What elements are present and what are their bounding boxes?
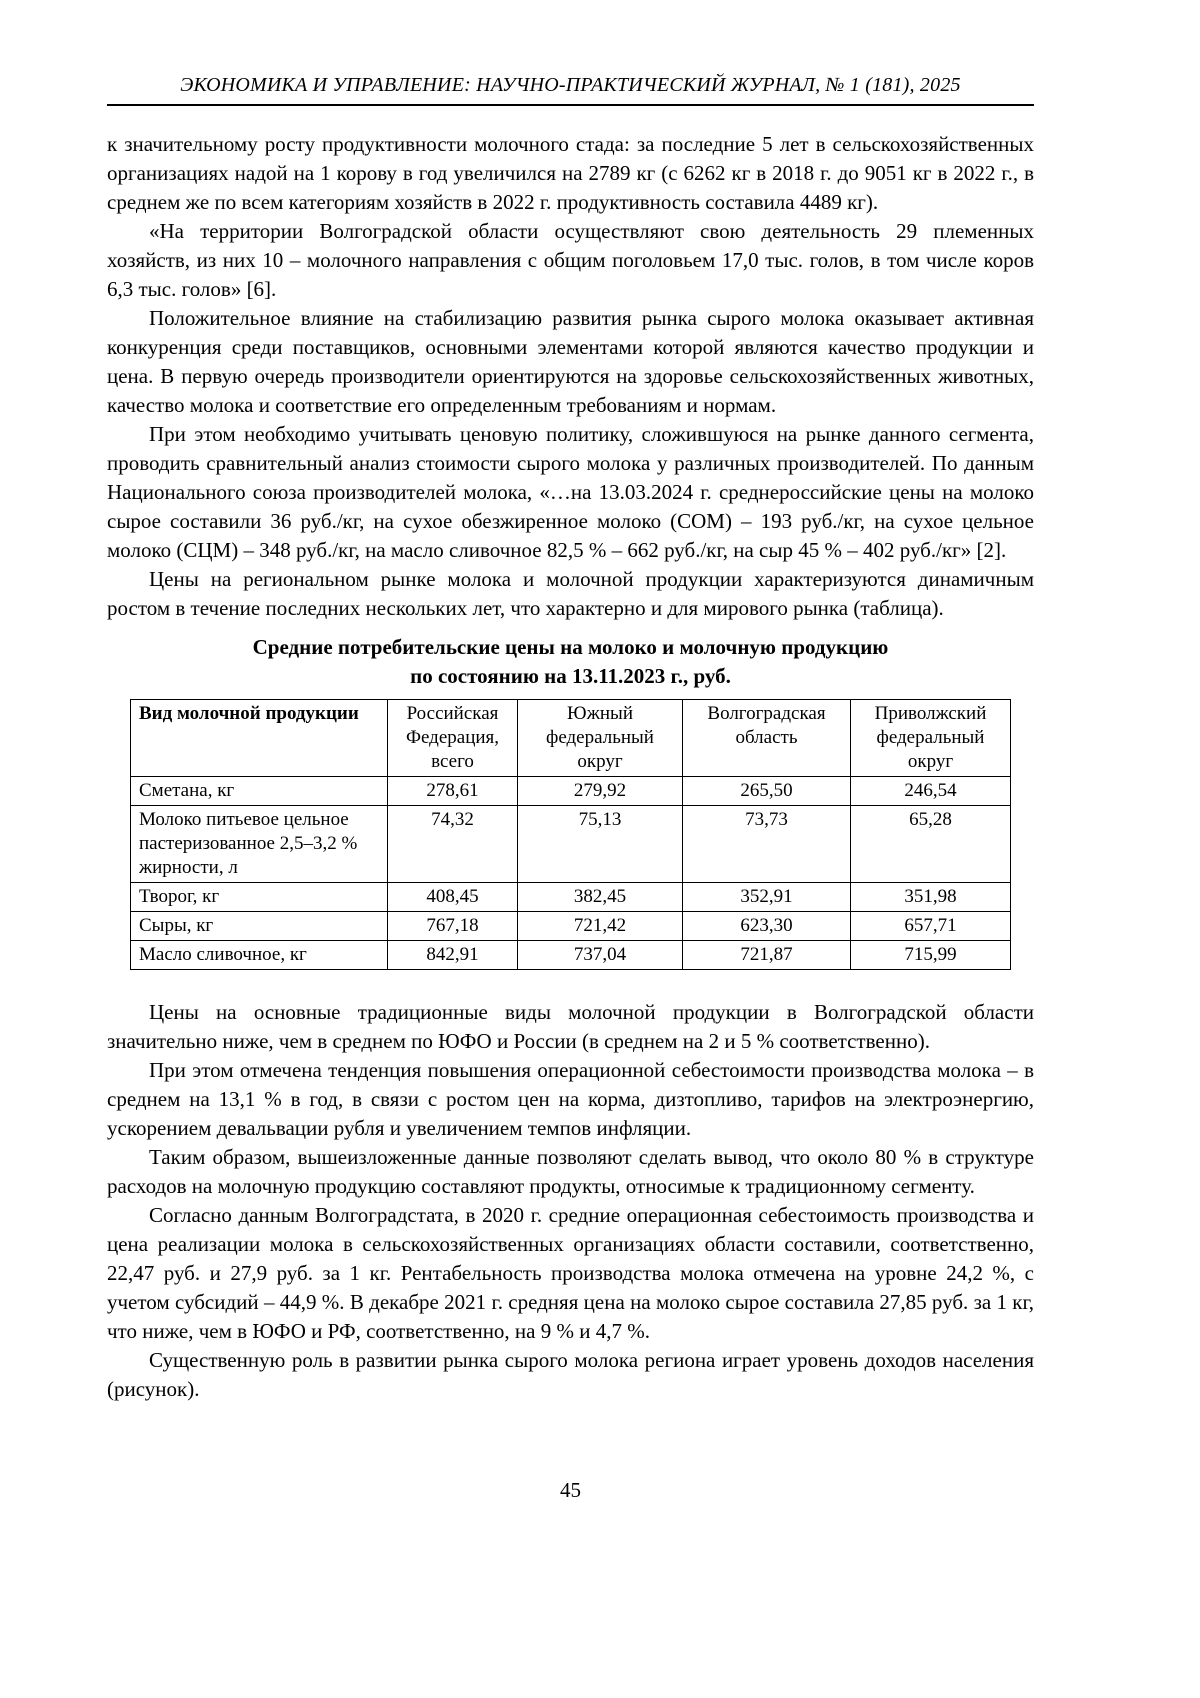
value-cell: 65,28 (851, 806, 1011, 883)
value-cell: 721,87 (683, 941, 851, 970)
value-cell: 74,32 (388, 806, 518, 883)
table-title (107, 633, 1034, 691)
body-paragraph: Существенную роль в развитии рынка сырого молока региона играет уровень доходов населения (рисунок). (107, 1348, 1034, 1401)
table-title-line-1: Средние потребительские цены на молоко и молочную продукцию (252, 635, 889, 659)
value-cell: 351,98 (851, 883, 1011, 912)
value-cell: 278,61 (388, 777, 518, 806)
value-cell: 75,13 (518, 806, 683, 883)
body-paragraph: Согласно данным Волгоградстата, в 2020 г. средние операционная себестоимость производства и цена реализации молока в сельскохозяйственных организациях области составили, соответственно, 22,47 руб. и 27,9 руб. за 1 кг. Рентабельность производства молока отмечена на уровне 24,2 %, с учетом субсидий – 44,9 %. В декабре 2021 г. средняя цена на молоко сырое составила 27,85 руб. за 1 кг, что ниже, чем в ЮФО и РФ, соответственно, на 9 % и 4,7 %. (107, 1203, 1034, 1343)
body-paragraph: При этом необходимо учитывать ценовую политику, сложившуюся на рынке данного сегмента, проводить сравнительный анализ стоимости сырого молока у различных производителей. По данным Национального союза производителей молока, «…на 13.03.2024 г. среднероссийские цены на молоко сырое составили 36 руб./кг, на сухое обезжиренное молоко (СОМ) – 193 руб./кг, на сухое цельное молоко (СЦМ) – 348 руб./кг, на масло сливочное 82,5 % – 662 руб./кг, на сыр 45 % – 402 руб./кг» [2]. (107, 422, 1034, 562)
table-header-volgograd: Волгоградская область (683, 700, 851, 777)
value-cell: 279,92 (518, 777, 683, 806)
product-cell: Масло сливочное, кг (131, 941, 388, 970)
value-cell: 737,04 (518, 941, 683, 970)
product-cell: Сметана, кг (131, 777, 388, 806)
value-cell: 721,42 (518, 912, 683, 941)
value-cell: 842,91 (388, 941, 518, 970)
body-paragraph: Цены на региональном рынке молока и молочной продукции характеризуются динамичным ростом в течение последних нескольких лет, что характерно и для мирового рынка (таблица). (107, 567, 1034, 620)
table-header-rf: Российская Федерация, всего (388, 700, 518, 777)
value-cell: 623,30 (683, 912, 851, 941)
body-paragraph: Положительное влияние на стабилизацию развития рынка сырого молока оказывает активная конкуренция среди поставщиков, основными элементами которой являются качество продукции и цена. В первую очередь производители ориентируются на здоровье сельскохозяйственных животных, качество молока и соответствие его определенным требованиям и нормам. (107, 306, 1034, 417)
table-header-privolzhsky: Приволжский федеральный округ (851, 700, 1011, 777)
article-body (107, 130, 1034, 1404)
page-number: 45 (560, 1478, 581, 1502)
table-row (131, 806, 1011, 883)
table-title-line-2: по состоянию на 13.11.2023 г., руб. (410, 664, 731, 688)
table-row (131, 777, 1011, 806)
value-cell: 657,71 (851, 912, 1011, 941)
value-cell: 352,91 (683, 883, 851, 912)
body-paragraph: Цены на основные традиционные виды молочной продукции в Волгоградской области значительно ниже, чем в среднем по ЮФО и России (в среднем на 2 и 5 % соответственно). (107, 1000, 1034, 1053)
price-table-head (131, 700, 1011, 777)
price-table (130, 699, 1011, 970)
value-cell: 767,18 (388, 912, 518, 941)
value-cell: 73,73 (683, 806, 851, 883)
body-paragraph: При этом отмечена тенденция повышения операционной себестоимости производства молока – в среднем на 13,1 % в год, в связи с ростом цен на корма, дизтопливо, тарифов на электроэнергию, ускорением девальвации рубля и увеличением темпов инфляции. (107, 1058, 1034, 1140)
table-header-row (131, 700, 1011, 777)
table-row (131, 941, 1011, 970)
value-cell: 715,99 (851, 941, 1011, 970)
body-paragraph: к значительному росту продуктивности молочного стада: за последние 5 лет в сельскохозяйственных организациях надой на 1 корову в год увеличился на 2789 кг (с 6262 кг в 2018 г. до 9051 кг в 2022 г., в среднем же по всем категориям хозяйств в 2022 г. продуктивность составила 4489 кг). (107, 132, 1034, 214)
value-cell: 408,45 (388, 883, 518, 912)
value-cell: 265,50 (683, 777, 851, 806)
value-cell: 246,54 (851, 777, 1011, 806)
value-cell: 382,45 (518, 883, 683, 912)
running-head (107, 72, 1034, 106)
table-header-yufo: Южный федеральный округ (518, 700, 683, 777)
table-row (131, 883, 1011, 912)
product-cell: Творог, кг (131, 883, 388, 912)
price-table-body (131, 777, 1011, 970)
product-cell: Сыры, кг (131, 912, 388, 941)
body-paragraph: «На территории Волгоградской области осуществляют свою деятельность 29 племенных хозяйств, из них 10 – молочного направления с общим поголовьем 17,0 тыс. голов, в том числе коров 6,3 тыс. голов» [6]. (107, 219, 1034, 301)
journal-title: ЭКОНОМИКА И УПРАВЛЕНИЕ: НАУЧНО-ПРАКТИЧЕСКИЙ ЖУРНАЛ, № 1 (181), 2025 (180, 74, 961, 96)
product-cell: Молоко питьевое цельное пастеризованное 2,5–3,2 % жирности, л (131, 806, 388, 883)
table-header-product: Вид молочной продукции (131, 700, 388, 777)
body-paragraph: Таким образом, вышеизложенные данные позволяют сделать вывод, что около 80 % в структуре расходов на молочную продукцию составляют продукты, относимые к традиционному сегменту. (107, 1145, 1034, 1198)
table-row (131, 912, 1011, 941)
